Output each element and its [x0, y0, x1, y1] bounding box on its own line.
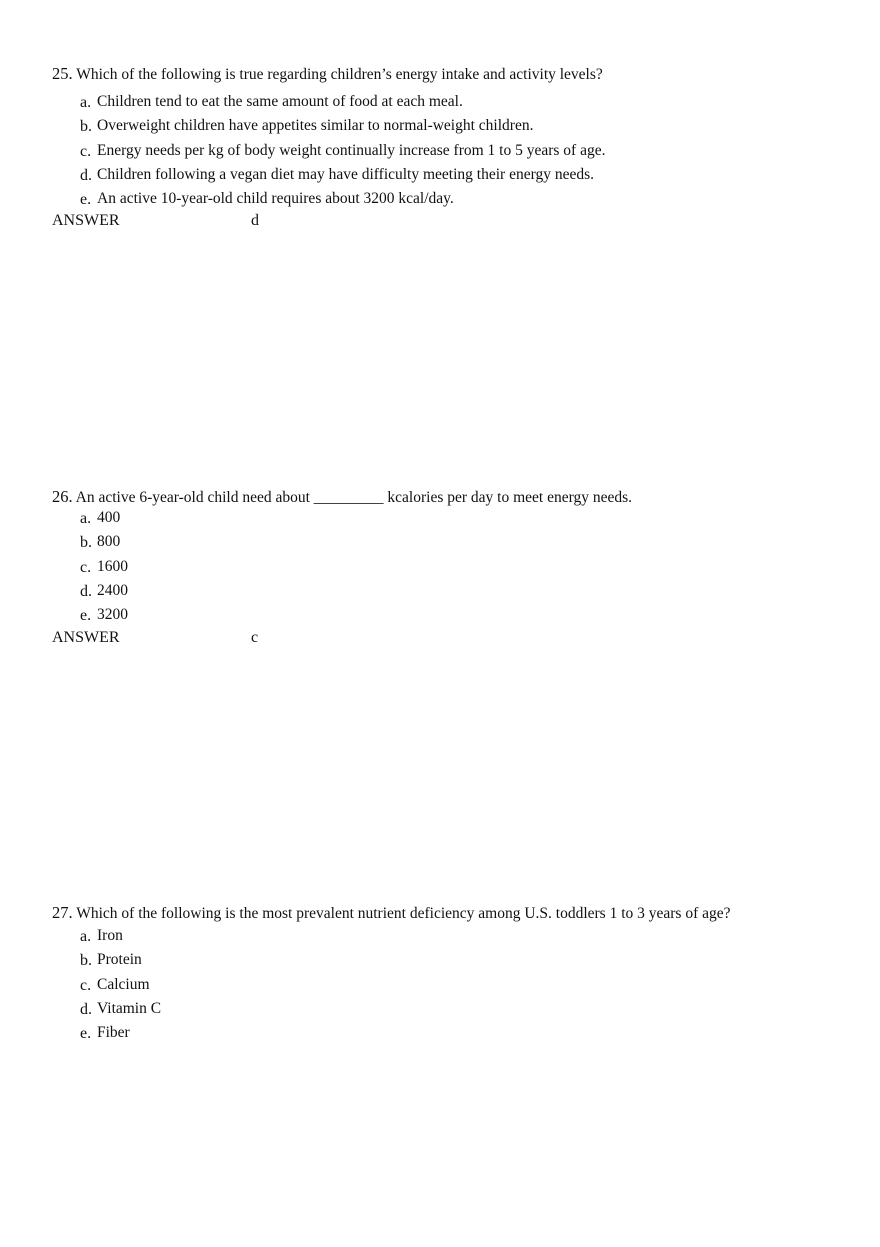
option-list: [52, 924, 852, 1045]
option-letter: a.: [80, 94, 92, 111]
option-letter: d.: [80, 582, 92, 600]
answer-label: ANSWER: [52, 212, 120, 230]
option-letter: c.: [80, 142, 92, 160]
option-letter: e.: [80, 607, 92, 625]
question-25: [52, 64, 852, 233]
question-stem: [52, 64, 852, 85]
answer-row: [52, 209, 852, 233]
option-letter: d.: [80, 1000, 92, 1018]
option-text: 800: [97, 533, 121, 551]
option-letter: c.: [80, 976, 92, 994]
option-letter: e.: [80, 1025, 92, 1043]
option-text: 1600: [97, 557, 128, 575]
option-text: Children following a vegan diet may have difficulty meeting their energy needs.: [97, 165, 595, 183]
option-text: An active 10-year-old child requires about 3200 kcal/day.: [97, 190, 454, 208]
option-letter: a.: [80, 928, 92, 945]
option-b: [52, 530, 852, 554]
option-d: [52, 579, 852, 603]
question-stem: [52, 903, 852, 924]
option-letter: b.: [80, 118, 92, 136]
question-stem: [52, 487, 852, 508]
option-c: [52, 555, 852, 579]
option-e: [52, 1021, 852, 1045]
question-text: Which of the following is the most prevalent nutrient deficiency among U.S. toddlers 1 to 3 years of age?: [76, 905, 731, 922]
option-a: [52, 90, 852, 114]
option-text: Overweight children have appetites similar to normal-weight children.: [97, 117, 534, 135]
question-number: 25.: [52, 64, 73, 83]
option-letter: e.: [80, 191, 92, 209]
option-text: Protein: [97, 951, 142, 969]
option-text: 2400: [97, 581, 128, 599]
option-text: 400: [97, 509, 121, 526]
option-e: [52, 187, 852, 211]
option-letter: d.: [80, 166, 92, 184]
option-list: [52, 90, 852, 211]
question-number: 27.: [52, 903, 73, 922]
option-letter: a.: [80, 510, 92, 527]
option-text: Calcium: [97, 975, 150, 993]
option-text: Vitamin C: [97, 999, 162, 1017]
option-c: [52, 139, 852, 163]
option-list: [52, 506, 852, 627]
option-text: Energy needs per kg of body weight continually increase from 1 to 5 years of age.: [97, 141, 606, 159]
option-letter: c.: [80, 558, 92, 576]
option-b: [52, 114, 852, 138]
option-a: [52, 506, 852, 530]
option-text: Children tend to eat the same amount of food at each meal.: [97, 93, 463, 110]
question-text: An active 6-year-old child need about _________ kcalories per day to meet energy needs.: [75, 489, 633, 506]
option-b: [52, 948, 852, 972]
option-a: [52, 924, 852, 948]
question-27: [52, 903, 852, 1045]
option-d: [52, 163, 852, 187]
answer-label: ANSWER: [52, 629, 120, 647]
option-letter: b.: [80, 534, 92, 552]
question-text: Which of the following is true regarding children’s energy intake and activity levels?: [76, 66, 603, 83]
option-text: Iron: [97, 927, 123, 944]
question-number: 26.: [52, 487, 73, 506]
option-text: 3200: [97, 606, 128, 624]
option-e: [52, 603, 852, 627]
answer-row: [52, 626, 852, 650]
question-26: [52, 487, 852, 650]
answer-value: c: [251, 629, 259, 647]
option-letter: b.: [80, 952, 92, 970]
option-c: [52, 973, 852, 997]
answer-value: d: [251, 212, 259, 230]
option-text: Fiber: [97, 1024, 130, 1042]
option-d: [52, 997, 852, 1021]
